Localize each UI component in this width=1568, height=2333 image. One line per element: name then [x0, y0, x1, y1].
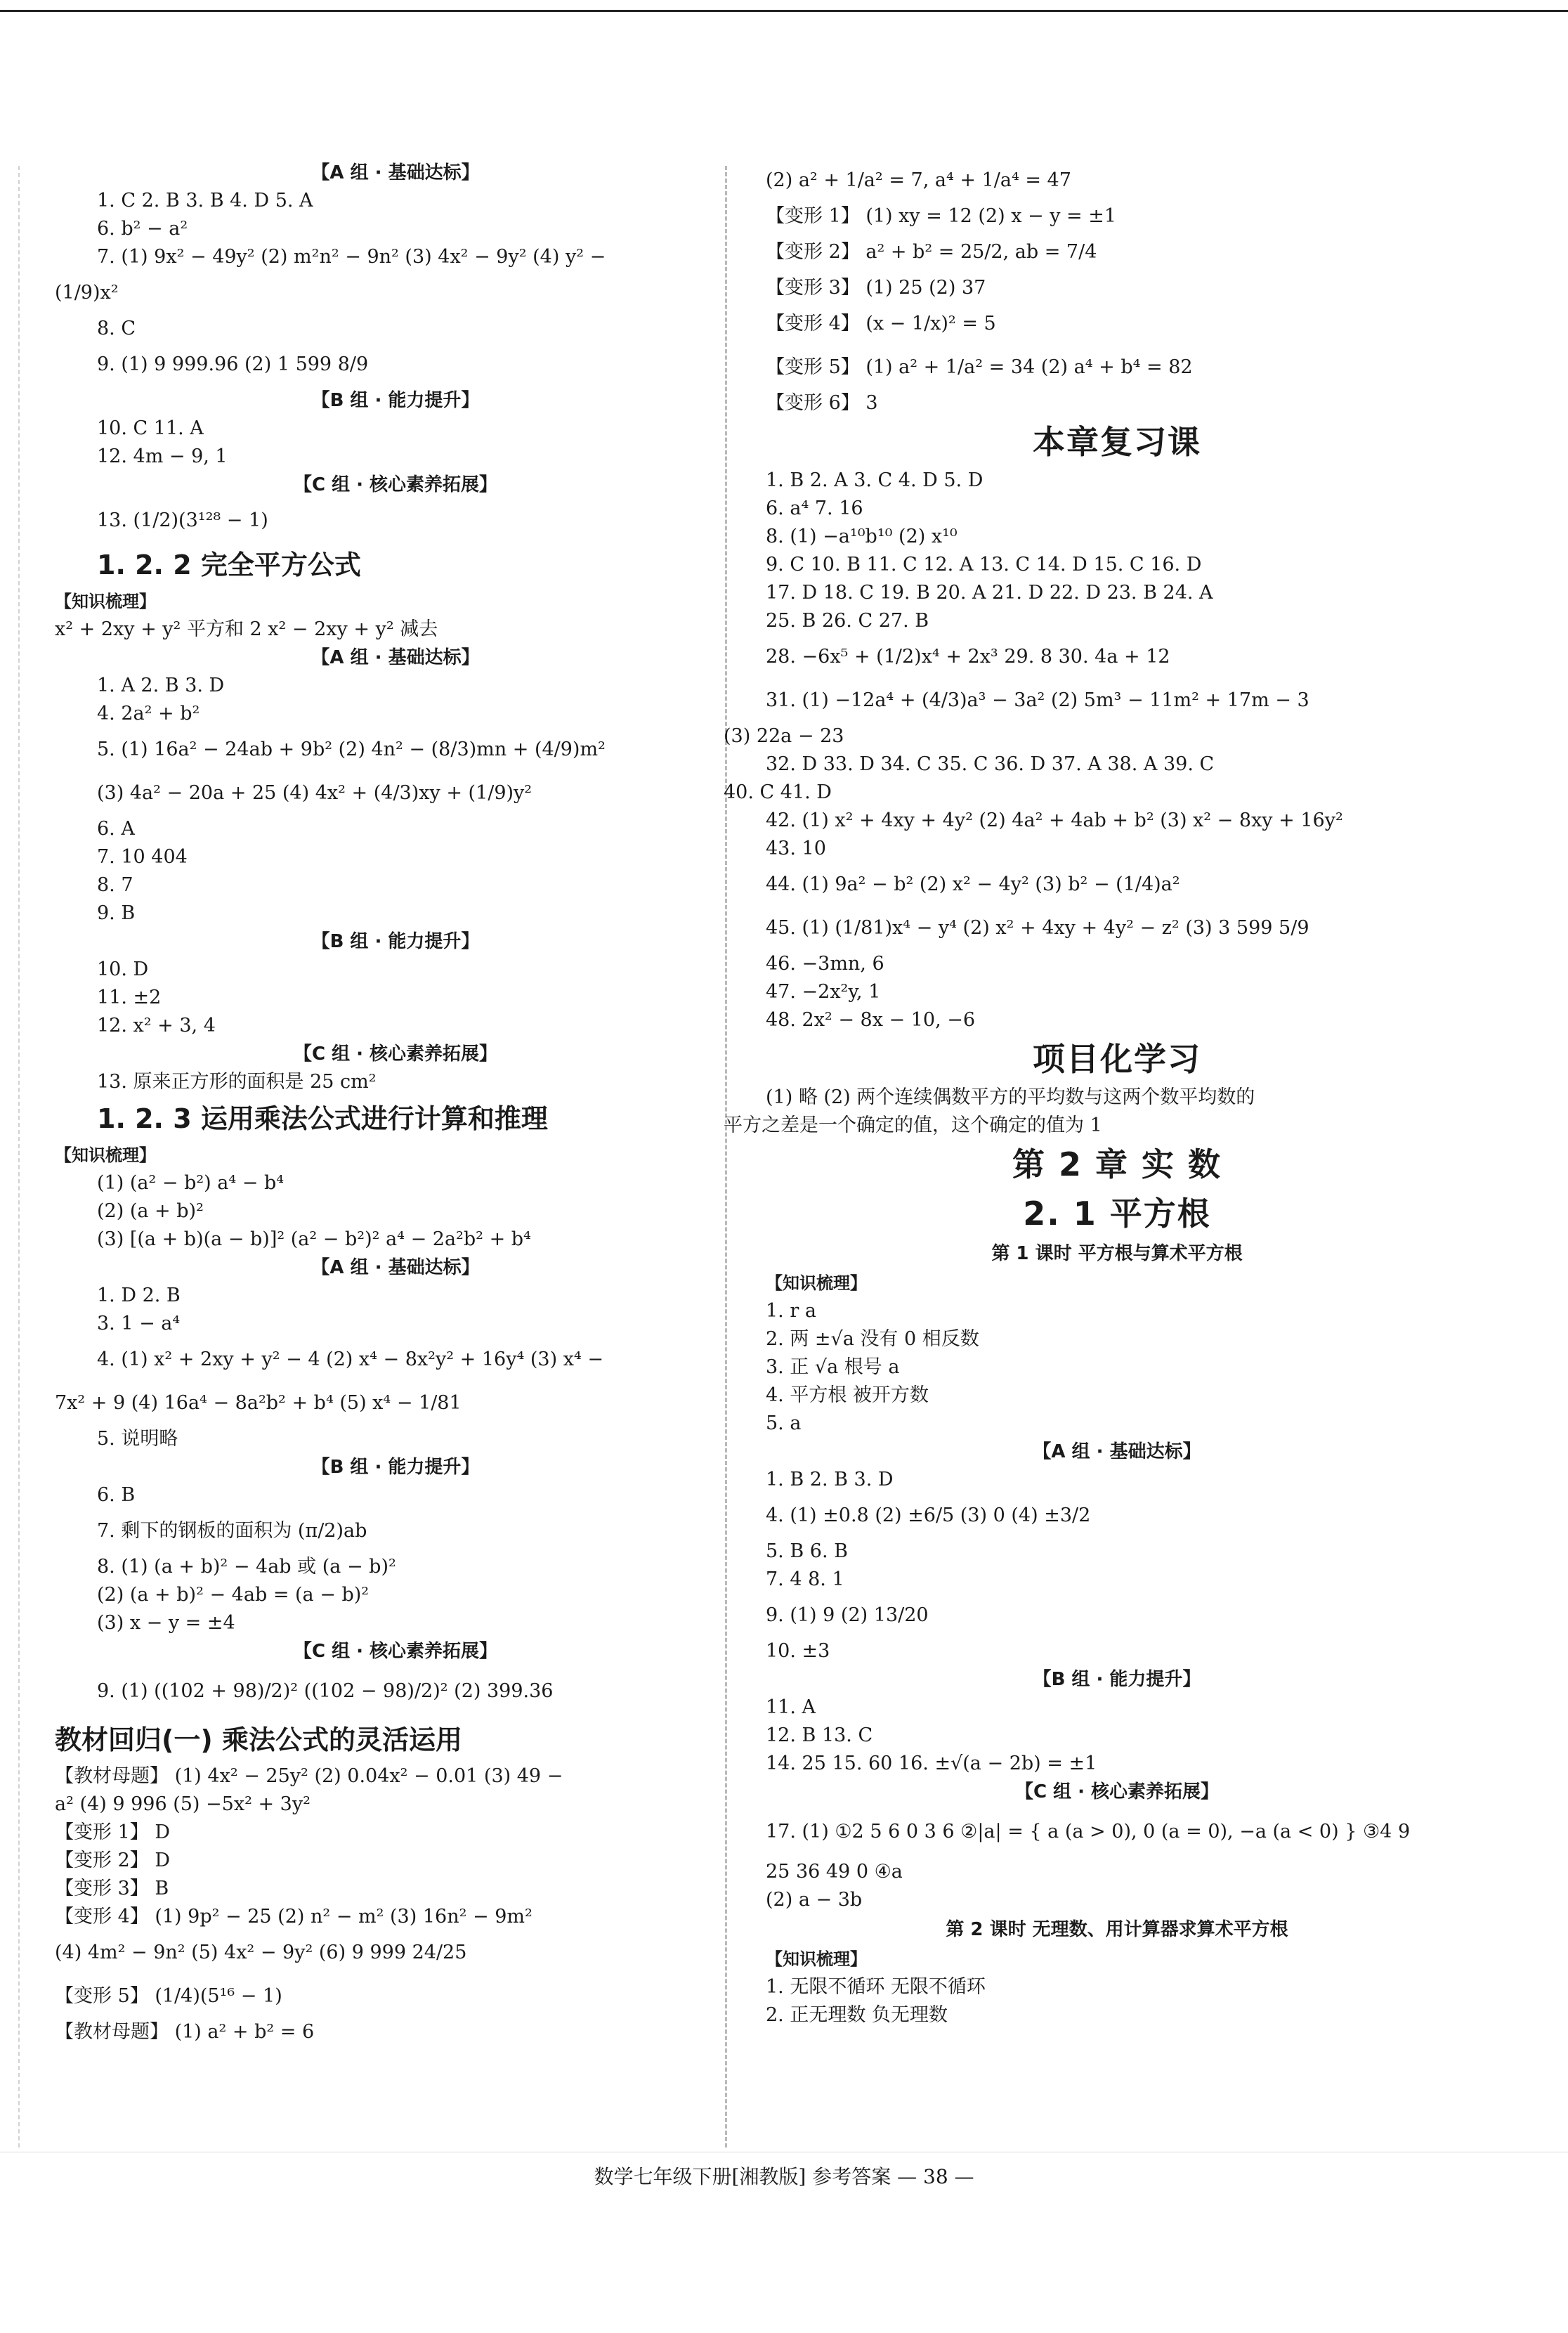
answer-line: 1. C 2. B 3. B 4. D 5. A — [97, 190, 313, 212]
group-heading: 【B 组 · 能力提升】 — [1033, 1669, 1201, 1690]
answer-line: 4. (1) ±0.8 (2) ±6/5 (3) 0 (4) ±3/2 — [766, 1505, 1091, 1526]
answer-line: (3) x − y = ±4 — [97, 1612, 235, 1634]
answer-line: (3) 4a² − 20a + 25 (4) 4x² + (4/3)xy + (1/9)y² — [97, 782, 533, 804]
answer-line: 7x² + 9 (4) 16a⁴ − 8a²b² + b⁴ (5) x⁴ − 1/81 — [55, 1392, 462, 1414]
answer-line: 47. −2x²y, 1 — [766, 981, 881, 1003]
answer-line: x² + 2xy + y² 平方和 2 x² − 2xy + y² 减去 — [55, 618, 438, 640]
answer-line: 13. (1/2)(3¹²⁸ − 1) — [97, 509, 268, 531]
answer-line: (2) a − 3b — [766, 1889, 863, 1911]
answer-line: 【变形 4】 (x − 1/x)² = 5 — [766, 313, 996, 334]
answer-line: 17. D 18. C 19. B 20. A 21. D 22. D 23. B 24. A — [766, 582, 1213, 604]
answer-line: 9. C 10. B 11. C 12. A 13. C 14. D 15. C 16. D — [766, 554, 1202, 576]
answer-line: 【变形 5】 (1) a² + 1/a² = 34 (2) a⁴ + b⁴ = 82 — [766, 356, 1193, 378]
top-rule — [0, 10, 1568, 12]
answer-line: (2) (a + b)² − 4ab = (a − b)² — [97, 1584, 370, 1606]
answer-line: 11. ±2 — [97, 987, 162, 1008]
left-margin-dash — [18, 166, 20, 2147]
answer-line: 6. B — [97, 1484, 136, 1506]
answer-line: 【教材母题】 (1) 4x² − 25y² (2) 0.04x² − 0.01 (3) 49 − — [55, 1765, 563, 1787]
group-heading: 【A 组 · 基础达标】 — [311, 647, 480, 668]
answer-line: 9. (1) 9 999.96 (2) 1 599 8/9 — [97, 353, 369, 375]
answer-line: 【变形 3】 (1) 25 (2) 37 — [766, 277, 986, 299]
answer-line: 9. (1) 9 (2) 13/20 — [766, 1604, 929, 1626]
answer-line: 【变形 2】 D — [55, 1850, 170, 1871]
answer-line: 【变形 1】 D — [55, 1821, 170, 1843]
answer-line: 45. (1) (1/81)x⁴ − y⁴ (2) x² + 4xy + 4y² − z² (3) 3 599 5/9 — [766, 917, 1309, 939]
answer-line: 7. (1) 9x² − 49y² (2) m²n² − 9n² (3) 4x² − 9y² (4) y² − — [97, 246, 606, 268]
answer-line: 25. B 26. C 27. B — [766, 610, 929, 632]
section-label: 【知识梳理】 — [55, 592, 156, 611]
answer-line: 5. a — [766, 1412, 802, 1434]
answer-line: 1. A 2. B 3. D — [97, 675, 225, 696]
answer-line: 5. (1) 16a² − 24ab + 9b² (2) 4n² − (8/3)mn + (4/9)m² — [97, 739, 606, 760]
answer-line: 【变形 4】 (1) 9p² − 25 (2) n² − m² (3) 16n² − 9m² — [55, 1906, 533, 1928]
page-footer: 数学七年级下册[湘教版] 参考答案 — 38 — — [594, 2165, 974, 2188]
section-label: 【知识梳理】 — [766, 1273, 867, 1293]
chapter-title: 第 2 章 实 数 — [1012, 1145, 1222, 1183]
answer-line: 1. r a — [766, 1300, 816, 1322]
lesson-title: 第 1 课时 平方根与算术平方根 — [991, 1243, 1243, 1264]
answer-line: 3. 正 √a 根号 a — [766, 1356, 900, 1378]
answer-line: 44. (1) 9a² − b² (2) x² − 4y² (3) b² − (1/4)a² — [766, 873, 1180, 895]
answer-line: 2. 正无理数 负无理数 — [766, 2004, 948, 2026]
answer-line: 7. 4 8. 1 — [766, 1568, 844, 1590]
answer-line: 4. 2a² + b² — [97, 703, 200, 724]
answer-line: 1. D 2. B — [97, 1285, 181, 1306]
section-title: 教材回归(一) 乘法公式的灵活运用 — [55, 1724, 462, 1755]
answer-line: 7. 10 404 — [97, 846, 188, 868]
answer-line: 28. −6x⁵ + (1/2)x⁴ + 2x³ 29. 8 30. 4a + 12 — [766, 646, 1170, 668]
section-label: 【知识梳理】 — [766, 1949, 867, 1969]
answer-line: 平方之差是一个确定的值，这个确定的值为 1 — [724, 1114, 1102, 1136]
answer-line: 9. B — [97, 902, 136, 924]
answer-line: 6. a⁴ 7. 16 — [766, 498, 863, 519]
answer-line: 8. (1) −a¹⁰b¹⁰ (2) x¹⁰ — [766, 526, 958, 547]
answer-line: 10. D — [97, 958, 149, 980]
answer-line: 8. 7 — [97, 874, 133, 896]
group-heading: 【C 组 · 核心素养拓展】 — [293, 1641, 498, 1662]
group-heading: 【C 组 · 核心素养拓展】 — [1014, 1781, 1220, 1802]
answer-line: 9. (1) ((102 + 98)/2)² ((102 − 98)/2)² (2) 399.36 — [97, 1680, 554, 1702]
answer-line: 40. C 41. D — [724, 781, 832, 803]
answer-line: 【变形 2】 a² + b² = 25/2, ab = 7/4 — [766, 241, 1097, 263]
answer-line: 8. C — [97, 318, 136, 339]
chapter-title: 本章复习课 — [1033, 423, 1201, 461]
group-heading: 【C 组 · 核心素养拓展】 — [293, 474, 498, 495]
section-title: 1. 2. 2 完全平方公式 — [97, 550, 361, 580]
answer-line: 1. B 2. B 3. D — [766, 1469, 894, 1490]
answer-line: 6. b² − a² — [97, 218, 188, 240]
answer-line: 【变形 1】 (1) xy = 12 (2) x − y = ±1 — [766, 205, 1117, 227]
group-heading: 【B 组 · 能力提升】 — [311, 1457, 480, 1478]
lesson-title: 第 2 课时 无理数、用计算器求算术平方根 — [946, 1919, 1288, 1940]
answer-line: 5. B 6. B — [766, 1540, 848, 1562]
answer-line: 5. 说明略 — [97, 1428, 178, 1450]
answer-line: 46. −3mn, 6 — [766, 953, 884, 975]
answer-line: 【变形 5】 (1/4)(5¹⁶ − 1) — [55, 1985, 282, 2007]
answer-line: 3. 1 − a⁴ — [97, 1313, 181, 1334]
answer-line: 11. A — [766, 1696, 816, 1718]
answer-line: 【变形 3】 B — [55, 1878, 169, 1899]
answer-line: 10. C 11. A — [97, 417, 204, 439]
answer-line: 2. 两 ±√a 没有 0 相反数 — [766, 1328, 979, 1350]
answer-line: (3) 22a − 23 — [724, 725, 844, 747]
group-heading: 【B 组 · 能力提升】 — [311, 390, 480, 411]
answer-line: 10. ±3 — [766, 1640, 830, 1662]
answer-line: 31. (1) −12a⁴ + (4/3)a³ − 3a² (2) 5m³ − 11m² + 17m − 3 — [766, 689, 1309, 711]
answer-line: 12. 4m − 9, 1 — [97, 446, 228, 467]
answer-line: 14. 25 15. 60 16. ±√(a − 2b) = ±1 — [766, 1753, 1097, 1774]
group-heading: 【A 组 · 基础达标】 — [311, 162, 480, 183]
answer-line: 32. D 33. D 34. C 35. C 36. D 37. A 38. A 39. C — [766, 753, 1215, 775]
answer-line: 1. 无限不循环 无限不循环 — [766, 1976, 986, 1998]
answer-line: 【教材母题】 (1) a² + b² = 6 — [55, 2021, 315, 2043]
answer-line: (3) [(a + b)(a − b)]² (a² − b²)² a⁴ − 2a²b² + b⁴ — [97, 1228, 531, 1250]
answer-line: a² (4) 9 996 (5) −5x² + 3y² — [55, 1793, 311, 1815]
answer-line: 12. x² + 3, 4 — [97, 1015, 216, 1036]
answer-line: 4. (1) x² + 2xy + y² − 4 (2) x⁴ − 8x²y² + 16y⁴ (3) x⁴ − — [97, 1349, 603, 1370]
group-heading: 【C 组 · 核心素养拓展】 — [293, 1044, 498, 1065]
answer-line: 6. A — [97, 818, 135, 840]
chapter-title: 2. 1 平方根 — [1023, 1195, 1211, 1233]
left-column — [55, 159, 694, 2046]
section-label: 【知识梳理】 — [55, 1145, 156, 1165]
answer-line: 1. B 2. A 3. C 4. D 5. D — [766, 469, 984, 491]
answer-line: 42. (1) x² + 4xy + 4y² (2) 4a² + 4ab + b² (3) x² − 8xy + 16y² — [766, 810, 1343, 831]
answer-line: (1) 略 (2) 两个连续偶数平方的平均数与这两个数平均数的 — [766, 1086, 1255, 1108]
section-title: 1. 2. 3 运用乘法公式进行计算和推理 — [97, 1103, 548, 1134]
answer-line: 8. (1) (a + b)² − 4ab 或 (a − b)² — [97, 1556, 396, 1578]
group-heading: 【B 组 · 能力提升】 — [311, 931, 480, 952]
group-heading: 【A 组 · 基础达标】 — [1033, 1441, 1201, 1462]
answer-line: 13. 原来正方形的面积是 25 cm² — [97, 1071, 377, 1093]
answer-line: (2) (a + b)² — [97, 1200, 204, 1222]
answer-line: 12. B 13. C — [766, 1724, 873, 1746]
answer-line: (1) (a² − b²) a⁴ − b⁴ — [97, 1172, 285, 1194]
answer-line: 48. 2x² − 8x − 10, −6 — [766, 1009, 976, 1031]
right-column — [724, 159, 1468, 2029]
answer-line: 25 36 49 0 ④a — [766, 1861, 903, 1883]
answer-line: 【变形 6】 3 — [766, 392, 878, 414]
answer-line: (4) 4m² − 9n² (5) 4x² − 9y² (6) 9 999 24/25 — [55, 1942, 467, 1963]
answer-line: 43. 10 — [766, 838, 826, 859]
answer-line: (2) a² + 1/a² = 7, a⁴ + 1/a⁴ = 47 — [766, 169, 1071, 191]
group-heading: 【A 组 · 基础达标】 — [311, 1257, 480, 1278]
answer-line: (1/9)x² — [55, 282, 119, 304]
answer-line: 7. 剩下的钢板的面积为 (π/2)ab — [97, 1520, 367, 1542]
answer-line: 4. 平方根 被开方数 — [766, 1384, 929, 1406]
column-divider — [725, 166, 727, 2147]
chapter-title: 项目化学习 — [1033, 1040, 1201, 1078]
answer-line: 17. (1) ①2 5 6 0 3 6 ②|a| = { a (a > 0), 0 (a = 0), −a (a < 0) } ③4 9 — [766, 1821, 1411, 1843]
